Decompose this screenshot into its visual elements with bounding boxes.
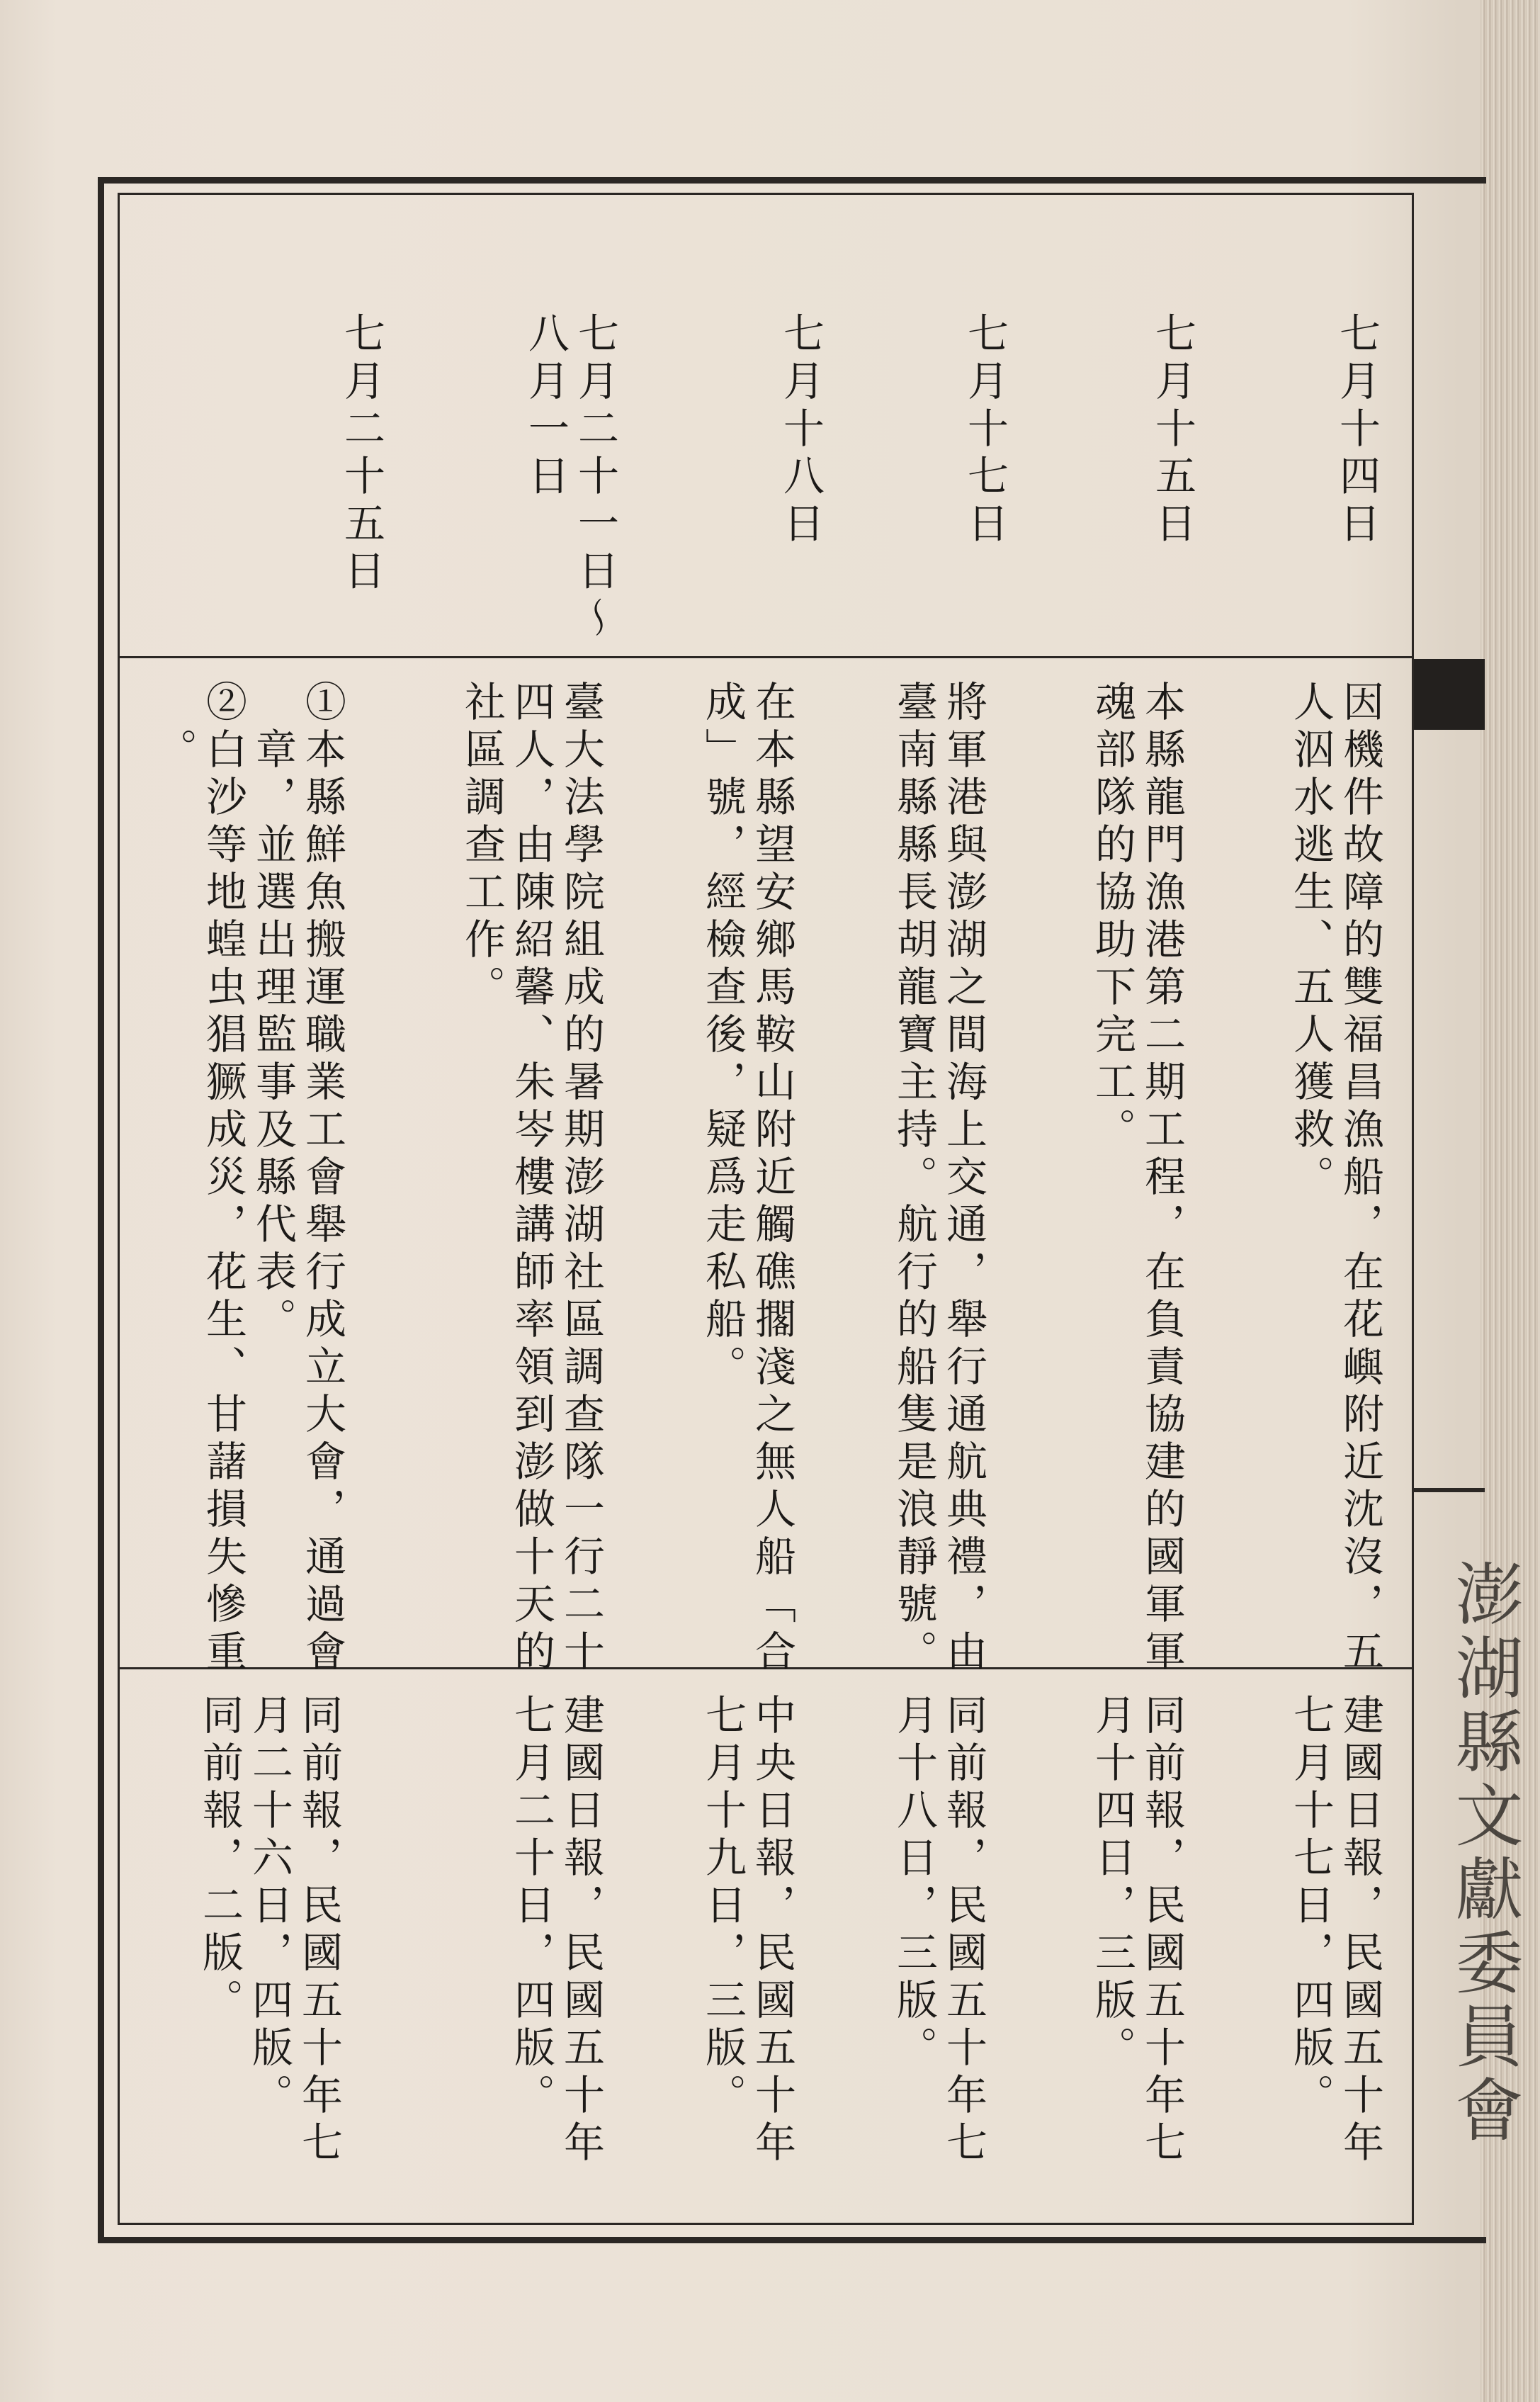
- entry-1-source: 建國日報，民國五十年 七月十七日，四版。: [1286, 1693, 1384, 2168]
- entry-5-date: 七月二十一日～ 八月一日: [521, 312, 619, 644]
- entry-4-event: 在本縣望安鄉馬鞍山附近觸礁擱淺之無人船「合 成」號，經檢查後，疑爲走私船。: [698, 680, 796, 1677]
- entry-3-event: 將軍港與澎湖之間海上交通，舉行通航典禮，由 臺南縣縣長胡龍寶主持。航行的船隻是浪靜號。: [890, 680, 987, 1677]
- entry-4-source: 中央日報，民國五十年 七月十九日，三版。: [698, 1693, 796, 2168]
- page-title: 澎湖縣文獻委員會: [1444, 1559, 1524, 2148]
- entry-3-source: 同前報，民國五十年七 月十八日，三版。: [890, 1693, 987, 2168]
- entry-2-source: 同前報，民國五十年七 月十四日，三版。: [1088, 1693, 1186, 2168]
- entry-2-event: 本縣龍門漁港第二期工程，在負責協建的國軍軍 魂部隊的協助下完工。: [1088, 680, 1186, 1677]
- entry-6-date: 七月二十五日: [337, 312, 385, 597]
- entry-6-event: ①本縣鮮魚搬運職業工會舉行成立大會，通過會 章，並選出理監事及縣代表。 ②白沙等地蝗虫猖獗成災，花生、甘藷損失慘重 。: [149, 680, 346, 1677]
- section-tab-rule: [1414, 1488, 1485, 1492]
- entry-3-date: 七月十七日: [961, 312, 1009, 549]
- entry-5-source: 建國日報，民國五十年 七月二十日，四版。: [507, 1693, 605, 2168]
- date-row-divider: [118, 656, 1414, 658]
- entry-1-event: 因機件故障的雙福昌漁船，在花嶼附近沈沒，五 人泅水逃生、五人獲救。: [1286, 680, 1384, 1677]
- section-tab-marker: [1414, 659, 1485, 730]
- entry-5-event: 臺大法學院組成的暑期澎湖社區調查隊一行二十 四人，由陳紹馨、朱岑樓講師率領到澎做十天的 社區調查工作。: [458, 680, 605, 1677]
- entry-2-date: 七月十五日: [1148, 312, 1196, 549]
- entry-1-date: 七月十四日: [1332, 312, 1381, 549]
- entry-6-source: 同前報，民國五十年七 月二十六日，四版。 同前報，二版。: [196, 1693, 343, 2168]
- entry-4-date: 七月十八日: [776, 312, 825, 549]
